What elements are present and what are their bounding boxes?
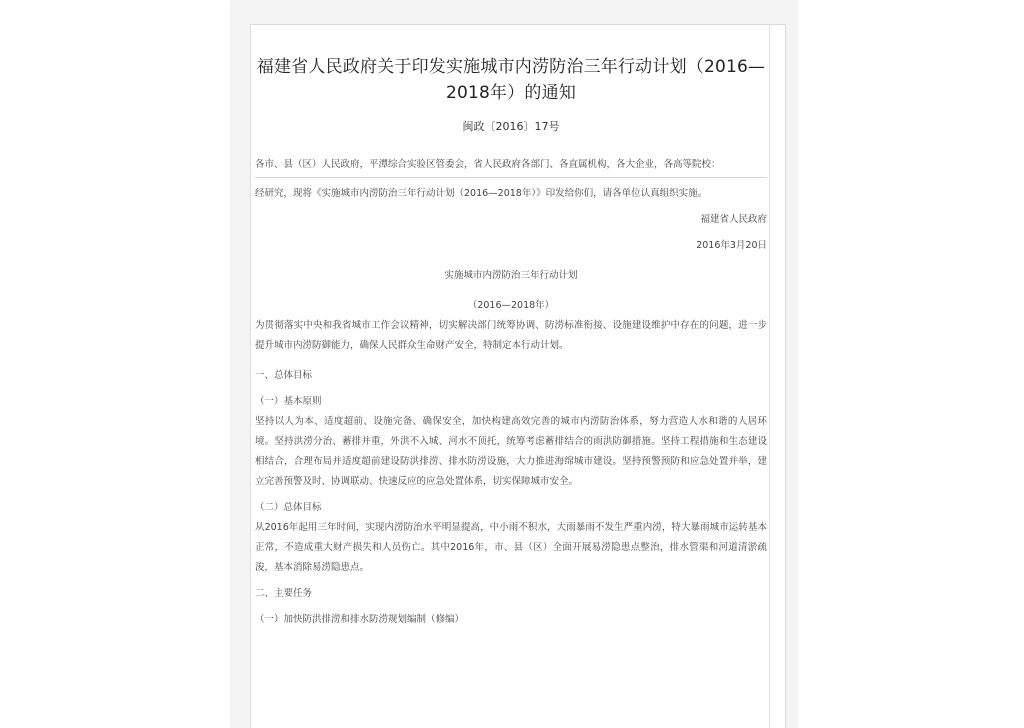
principles-paragraph: 坚持以人为本、适度超前、设施完备、确保安全，加快构建高效完善的城市内涝防治体系，努力营造人水和谐的人居环境。坚持洪涝分治、蓄排并重，外洪不入城、河水不顶托，统筹考虑蓄排结合的雨洪防御措施。坚持工程措施和生态建设相结合，合理布局并适度超前建设防洪排涝、排水防涝设施，大力推进海绵城市建设。坚持预警预防和应急处置并举，建立完善预警及时、协调联动、快速反应的应急处置体系，切实保障城市安全。 <box>255 416 767 487</box>
section-heading: 二、主要任务 <box>255 588 313 599</box>
issue-date: 2016年3月20日 <box>696 240 767 251</box>
document-title: 福建省人民政府关于印发实施城市内涝防治三年行动计划（2016—2018年）的通知 <box>256 57 766 103</box>
plan-title: 实施城市内涝防治三年行动计划 <box>444 270 578 281</box>
subsection-heading: （一）加快防洪排涝和排水防涝规划编制（修编） <box>255 614 465 625</box>
document-number: 闽政〔2016〕17号 <box>462 120 560 133</box>
section-heading: 一、总体目标 <box>255 370 313 381</box>
goals-paragraph: 从2016年起用三年时间，实现内涝防治水平明显提高，中小雨不积水，大雨暴雨不发生严重内涝，特大暴雨城市运转基本正常，不造成重大财产损失和人员伤亡。其中2016年，市、县（区）全面开展易涝隐患点整治，排水管渠和河道清淤疏浚，基本消除易涝隐患点。 <box>255 522 767 573</box>
subsection-heading: （一）基本原则 <box>255 396 322 407</box>
issuer-name: 福建省人民政府 <box>700 214 767 225</box>
intro-paragraph: 经研究，现将《实施城市内涝防治三年行动计划（2016—2018年）》印发给你们，请各单位认真组织实施。 <box>255 188 708 199</box>
document-content <box>255 54 767 630</box>
addressee-line: 各市、县（区）人民政府，平潭综合实验区管委会，省人民政府各部门、各直属机构，各大企业，各高等院校： <box>255 156 767 178</box>
preamble-paragraph: 为贯彻落实中央和我省城市工作会议精神，切实解决部门统筹协调、防涝标准衔接、设施建设维护中存在的问题，进一步提升城市内涝防御能力，确保人民群众生命财产安全，特制定本行动计划。 <box>255 320 767 351</box>
page-margin-line <box>769 24 770 728</box>
plan-period: （2016—2018年） <box>467 300 555 311</box>
subsection-heading: （二）总体目标 <box>255 502 322 513</box>
